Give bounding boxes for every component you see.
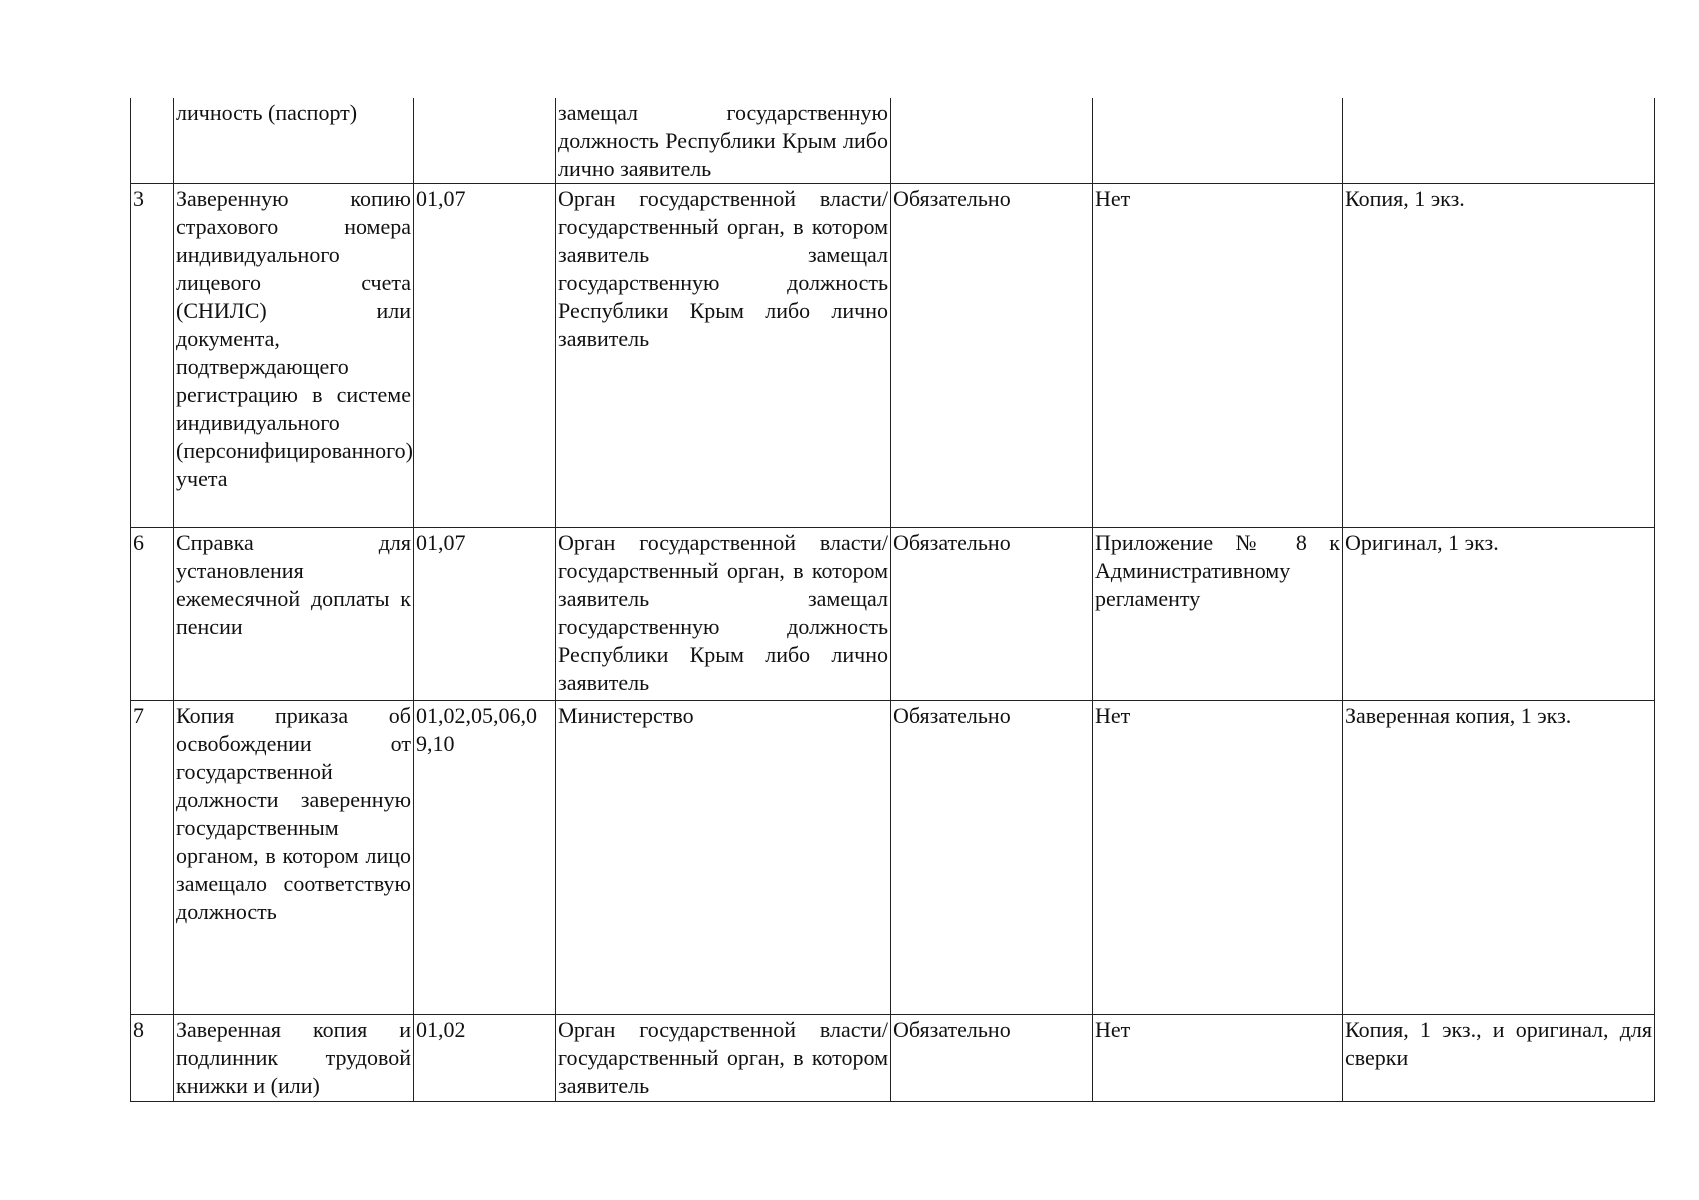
mandatory-flag: Обязательно bbox=[891, 1015, 1093, 1102]
form-template: Нет bbox=[1093, 184, 1343, 528]
table-row bbox=[131, 701, 1655, 1015]
form-template bbox=[1093, 98, 1343, 184]
table-row bbox=[131, 1015, 1655, 1102]
document-type: Копия, 1 экз., и оригинал, для сверки bbox=[1343, 1015, 1655, 1102]
row-number: 3 bbox=[131, 184, 174, 528]
mandatory-flag: Обязательно bbox=[891, 701, 1093, 1015]
row-number bbox=[131, 98, 174, 184]
document-source: Орган государственной власти/государственный орган, в котором заявитель замещал государственную должность Республики Крым либо лично заявитель bbox=[556, 528, 891, 701]
form-template: Нет bbox=[1093, 701, 1343, 1015]
document-name: личность (паспорт) bbox=[174, 98, 414, 184]
form-template: Нет bbox=[1093, 1015, 1343, 1102]
form-template: Приложение № 8 к Административному регламенту bbox=[1093, 528, 1343, 701]
mandatory-flag: Обязательно bbox=[891, 528, 1093, 701]
table-row bbox=[131, 98, 1655, 184]
applicant-codes: 01,02 bbox=[414, 1015, 556, 1102]
row-number: 8 bbox=[131, 1015, 174, 1102]
document-source: Орган государственной власти/государственный орган, в котором заявитель bbox=[556, 1015, 891, 1102]
document-type bbox=[1343, 98, 1655, 184]
document-type: Заверенная копия, 1 экз. bbox=[1343, 701, 1655, 1015]
row-number: 7 bbox=[131, 701, 174, 1015]
applicant-codes: 01,07 bbox=[414, 184, 556, 528]
applicant-codes: 01,07 bbox=[414, 528, 556, 701]
document-source: Министерство bbox=[556, 701, 891, 1015]
document-name: Заверенная копия и подлинник трудовой книжки и (или) bbox=[174, 1015, 414, 1102]
table-row bbox=[131, 528, 1655, 701]
documents-table bbox=[130, 98, 1655, 1102]
document-type: Копия, 1 экз. bbox=[1343, 184, 1655, 528]
mandatory-flag: Обязательно bbox=[891, 184, 1093, 528]
document-name: Заверенную копию страхового номера индивидуального лицевого счета (СНИЛС) или документа, подтверждающего регистрацию в системе индивидуального (персонифицированного) учета bbox=[174, 184, 414, 528]
document-type: Оригинал, 1 экз. bbox=[1343, 528, 1655, 701]
applicant-codes bbox=[414, 98, 556, 184]
row-number: 6 bbox=[131, 528, 174, 701]
document-source: Орган государственной власти/государственный орган, в котором заявитель замещал государственную должность Республики Крым либо лично заявитель bbox=[556, 184, 891, 528]
document-name: Справка для установления ежемесячной доплаты к пенсии bbox=[174, 528, 414, 701]
document-source: замещал государственную должность Республики Крым либо лично заявитель bbox=[556, 98, 891, 184]
mandatory-flag bbox=[891, 98, 1093, 184]
table-row bbox=[131, 184, 1655, 528]
applicant-codes: 01,02,05,06,09,10 bbox=[414, 701, 556, 1015]
document-name: Копия приказа об освобождении от государственной должности заверенную государственным органом, в котором лицо замещало соответствую должность bbox=[174, 701, 414, 1015]
